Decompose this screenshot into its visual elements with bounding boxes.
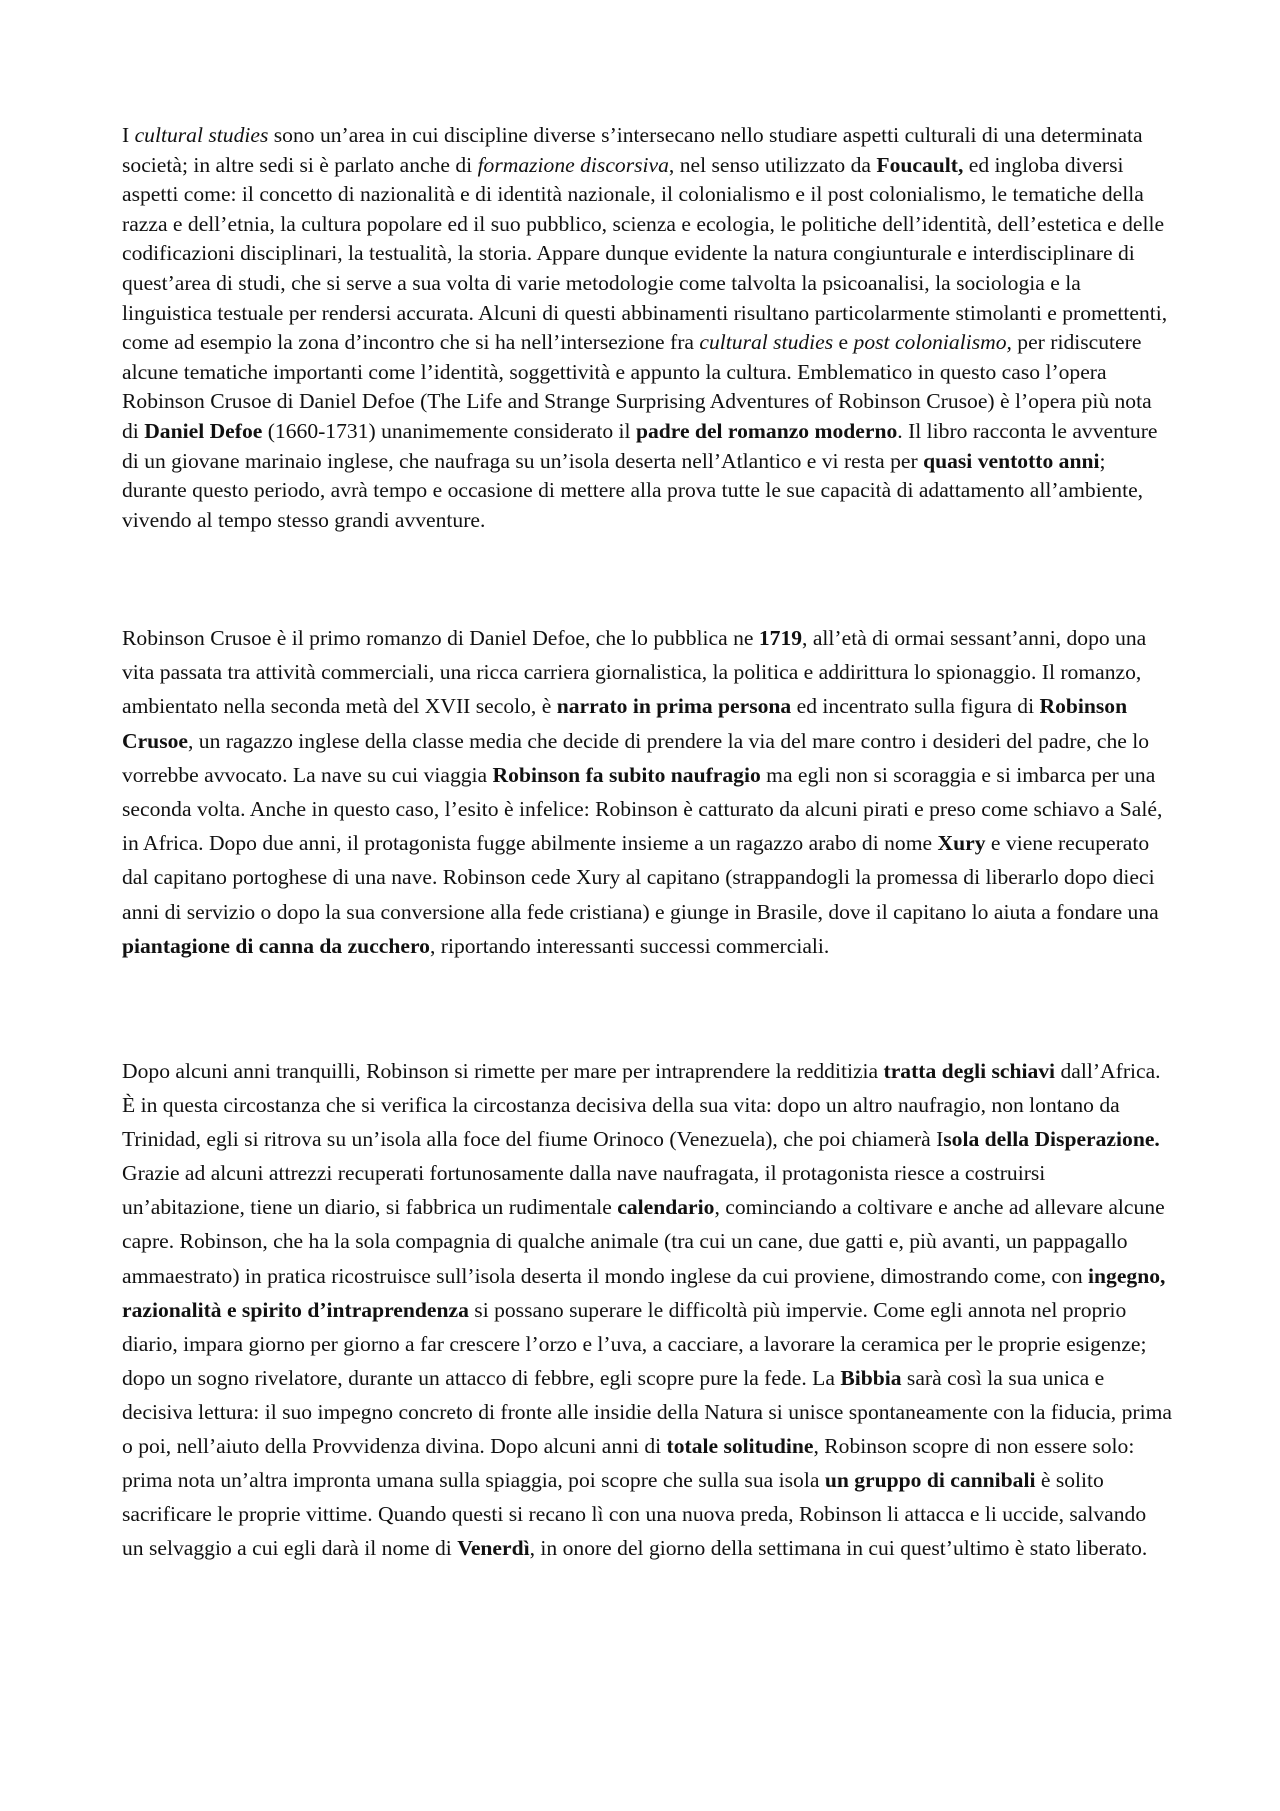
bold-term: Xury <box>937 831 986 856</box>
text-run: I <box>122 123 135 147</box>
text-run: ed incentrato sulla figura di <box>791 694 1040 719</box>
bold-term: 1719 <box>758 626 803 650</box>
bold-term: quasi ventotto anni <box>923 448 1100 473</box>
bold-term: calendario <box>617 1195 715 1220</box>
text-run: ; durante questo periodo, avrà tempo e occasione di mettere alla prova tutte le sue capacità di adattamento all’ambiente, vivendo al tempo stesso grandi avventure. <box>122 448 1144 532</box>
text-run: (1660-1731) unanimemente considerato il <box>262 418 636 443</box>
text-run: ed ingloba diversi aspetti come: il concetto di nazionalità e di identità nazionale, il colonialismo e il post colonialismo, le tematiche della razza e dell’etnia, la cultura popolare ed il suo pubblico, scienza e ecologia, le politiche dell’identità, dell’estetica e delle codificazioni disciplinari, la testualità, la storia. Appare dunque evidente la natura congiunturale e interdisciplinare di quest’area di studi, che si serve a sua volta di varie metodologie come talvolta la psicoanalisi, la sociologia e la linguistica testuale per rendersi accurata. Alcuni di questi abbinamenti risultano particolarmente stimolanti e promettenti, come ad esempio la zona d’incontro che si ha nell’intersezione fra <box>122 152 1168 355</box>
paragraph-island-life <box>122 1054 1172 1565</box>
text-run: , all’età di ormai sessant’anni, dopo una vita passata tra attività commerciali, una ricca carriera giornalistica, la politica e addirittura lo spionaggio. Il romanzo, ambientato nella seconda metà del XVII secolo, è <box>122 626 1147 719</box>
bold-term: Foucault, <box>876 152 964 177</box>
text-run: per ridiscutere alcune tematiche importanti come l’identità, soggettività e appunto la cultura. Emblematico in questo caso l’opera Robinson Crusoe di Daniel Defoe (The Life and Strange Surprising Adventures of Robinson Crusoe) è l’opera più nota di <box>122 330 1152 443</box>
text-run: , cominciando a coltivare e anche ad allevare alcune capre. Robinson, che ha la sola compagnia di qualche animale (tra cui un cane, due gatti e, più avanti, un pappagallo ammaestrato) in pratica ricostruisce sull’isola deserta il mondo inglese da cui proviene, dimostrando come, con <box>122 1195 1165 1288</box>
bold-term: Robinson fa subito naufragio <box>492 762 761 787</box>
text-run: , in onore del giorno della settimana in cui quest’ultimo è stato liberato. <box>529 1536 1148 1561</box>
text-run: è solito sacrificare le proprie vittime. Quando questi si recano lì con una nuova preda, Robinson li attacca e li uccide, salvando un selvaggio a cui egli darà il nome di <box>122 1468 1147 1561</box>
bold-term: sola della Disperazione. <box>943 1127 1160 1152</box>
text-run: si possano superare le difficoltà più impervie. Come egli annota nel proprio diario, impara giorno per giorno a far crescere l’orzo e l’uva, a cacciare, a lavorare la ceramica per le proprie esigenze; dopo un sogno rivelatore, durante un attacco di febbre, egli scopre pure la fede. La <box>122 1297 1147 1390</box>
bold-term: piantagione di canna da zucchero <box>122 933 430 958</box>
text-run: e <box>833 330 854 355</box>
text-run: e viene recuperato dal capitano portoghese di una nave. Robinson cede Xury al capitano (strappandogli la promessa di liberarlo dopo dieci anni di servizio o dopo la sua conversione alla fede cristiana) e giunge in Brasile, dove il capitano lo aiuta a fondare una <box>122 831 1159 924</box>
bold-term: padre del romanzo moderno <box>635 418 898 443</box>
bold-term: ingegno, razionalità e spirito d’intraprendenza <box>122 1263 1166 1322</box>
bold-term: totale solitudine <box>666 1434 814 1459</box>
paragraph-cultural-studies <box>122 121 1172 535</box>
text-run: , un ragazzo inglese della classe media che decide di prendere la via del mare contro i desideri del padre, che lo vorrebbe avvocato. La nave su cui viaggia <box>122 728 1150 787</box>
italic-term: post colonialismo, <box>853 330 1012 355</box>
text-run: Grazie ad alcuni attrezzi recuperati fortunosamente dalla nave naufragata, il protagonista riesce a costruirsi un’abitazione, tiene un diario, si fabbrica un rudimentale <box>122 1161 1046 1220</box>
text-run: ma egli non si scoraggia e si imbarca per una seconda volta. Anche in questo caso, l’esito è infelice: Robinson è catturato da alcuni pirati e preso come schiavo a Salé, in Africa. Dopo due anni, il protagonista fugge abilmente insieme a un ragazzo arabo di nome <box>122 762 1163 856</box>
text-run: Dopo alcuni anni tranquilli, Robinson si rimette per mare per intraprendere la redditizia <box>122 1059 884 1083</box>
text-run: sono un’area in cui discipline diverse s’intersecano nello studiare aspetti culturali di una determinata società; in altre sedi si è parlato anche di <box>122 123 1143 177</box>
text-run: dall’Africa. È in questa circostanza che si verifica la circostanza decisiva della sua vita: dopo un altro naufragio, non lontano da Trinidad, egli si ritrova su un’isola alla foce del fiume Orinoco (Venezuela), che poi chiamerà I <box>122 1059 1161 1152</box>
bold-term: Venerdì <box>457 1536 530 1561</box>
italic-term: formazione discorsiva <box>477 152 669 177</box>
text-run: , nel senso utilizzato da <box>668 152 877 177</box>
text-run: Robinson Crusoe è il primo romanzo di Daniel Defoe, che lo pubblica ne <box>122 626 759 650</box>
italic-term: cultural studies <box>699 330 834 355</box>
bold-term: Bibbia <box>840 1365 902 1390</box>
text-run: . Il libro racconta le avventure di un giovane marinaio inglese, che naufraga su un’isola deserta nell’Atlantico e vi resta per <box>122 418 1158 473</box>
text-run: , riportando interessanti successi commerciali. <box>429 933 830 958</box>
bold-term: Robinson Crusoe <box>122 694 1128 753</box>
paragraph-robinson-intro <box>122 621 1172 963</box>
bold-term: tratta degli schiavi <box>883 1059 1056 1083</box>
text-run: , Robinson scopre di non essere solo: prima nota un’altra impronta umana sulla spiaggia, poi scopre che sulla sua isola <box>122 1434 1135 1493</box>
italic-term: cultural studies <box>134 123 269 147</box>
bold-term: Daniel Defoe <box>144 418 263 443</box>
bold-term: un gruppo di cannibali <box>824 1468 1036 1493</box>
bold-term: narrato in prima persona <box>556 694 792 719</box>
text-run: sarà così la sua unica e decisiva lettura: il suo impegno concreto di fronte alle insidie della Natura si unisce spontaneamente con la fiducia, prima o poi, nell’aiuto della Provvidenza divina. Dopo alcuni anni di <box>122 1365 1172 1459</box>
